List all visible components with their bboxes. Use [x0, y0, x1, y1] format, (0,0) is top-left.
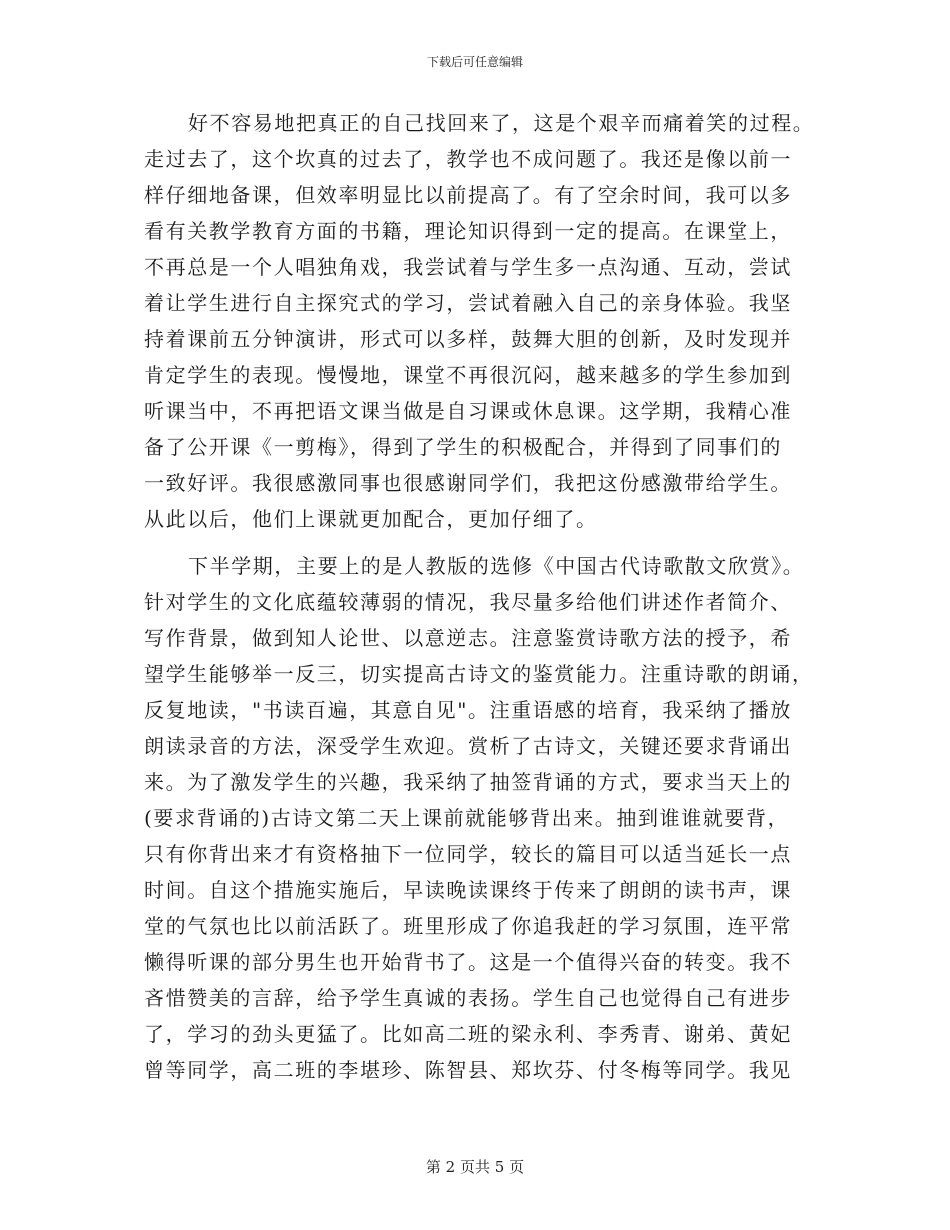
text-line: 看有关教学教育方面的书籍，理论知识得到一定的提高。在课堂上， — [144, 219, 792, 243]
text-line: 针对学生的文化底蕴较薄弱的情况，我尽量多给他们讲述作者简介、 — [144, 590, 792, 614]
text-line: 好不容易地把真正的自己找回来了，这是个艰辛而痛着笑的过程。 — [188, 111, 815, 135]
text-line: 反复地读，"书读百遍，其意自见"。注重语感的培育，我采纳了播放 — [144, 698, 792, 722]
text-line: 听课当中，不再把语文课当做是自习课或休息课。这学期，我精心准 — [144, 399, 792, 423]
text-line: 持着课前五分钟演讲，形式可以多样，鼓舞大胆的创新，及时发现并 — [144, 327, 792, 351]
text-line: 下半学期，主要上的是人教版的选修《中国古代诗歌散文欣赏》。 — [188, 554, 805, 578]
text-line: 望学生能够举一反三，切实提高古诗文的鉴赏能力。注重诗歌的朗诵， — [144, 662, 814, 686]
text-line: (要求背诵的)古诗文第二天上课前就能够背出来。抽到谁谁就要背， — [144, 806, 790, 830]
page-number: 第 2 页共 5 页 — [425, 1158, 525, 1176]
text-line: 着让学生进行自主探究式的学习，尝试着融入自己的亲身体验。我坚 — [144, 291, 792, 315]
text-line: 曾等同学，高二班的李堪珍、陈智县、郑坎芬、付冬梅等同学。我见 — [144, 1058, 792, 1082]
text-line: 样仔细地备课，但效率明显比以前提高了。有了空余时间，我可以多 — [144, 183, 792, 207]
text-line: 从此以后，他们上课就更加配合，更加仔细了。 — [144, 507, 598, 531]
text-line: 一致好评。我很感激同事也很感谢同学们，我把这份感激带给学生。 — [144, 471, 792, 495]
text-line: 肯定学生的表现。慢慢地，课堂不再很沉闷，越来越多的学生参加到 — [144, 363, 792, 387]
text-line: 只有你背出来才有资格抽下一位同学，较长的篇目可以适当延长一点 — [144, 842, 792, 866]
text-line: 堂的气氛也比以前活跃了。班里形成了你追我赶的学习氛围，连平常 — [144, 914, 792, 938]
text-line: 备了公开课《一剪梅》，得到了学生的积极配合，并得到了同事们的 — [144, 435, 782, 459]
text-line: 了，学习的劲头更猛了。比如高二班的梁永利、李秀青、谢弟、黄妃 — [144, 1022, 792, 1046]
text-line: 写作背景，做到知人论世、以意逆志。注意鉴赏诗歌方法的授予，希 — [144, 626, 792, 650]
text-line: 走过去了，这个坎真的过去了，教学也不成问题了。我还是像以前一 — [144, 147, 792, 171]
text-line: 时间。自这个措施实施后，早读晚读课终于传来了朗朗的读书声，课 — [144, 878, 792, 902]
text-line: 不再总是一个人唱独角戏，我尝试着与学生多一点沟通、互动，尝试 — [144, 255, 792, 279]
text-line: 吝惜赞美的言辞，给予学生真诚的表扬。学生自己也觉得自己有进步 — [144, 986, 792, 1010]
text-line: 懒得听课的部分男生也开始背书了。这是一个值得兴奋的转变。我不 — [144, 950, 792, 974]
text-line: 朗读录音的方法，深受学生欢迎。赏析了古诗文，关键还要求背诵出 — [144, 734, 792, 758]
text-line: 来。为了激发学生的兴趣，我采纳了抽签背诵的方式，要求当天上的 — [144, 770, 792, 794]
page-header: 下载后可任意编辑 — [426, 55, 523, 69]
